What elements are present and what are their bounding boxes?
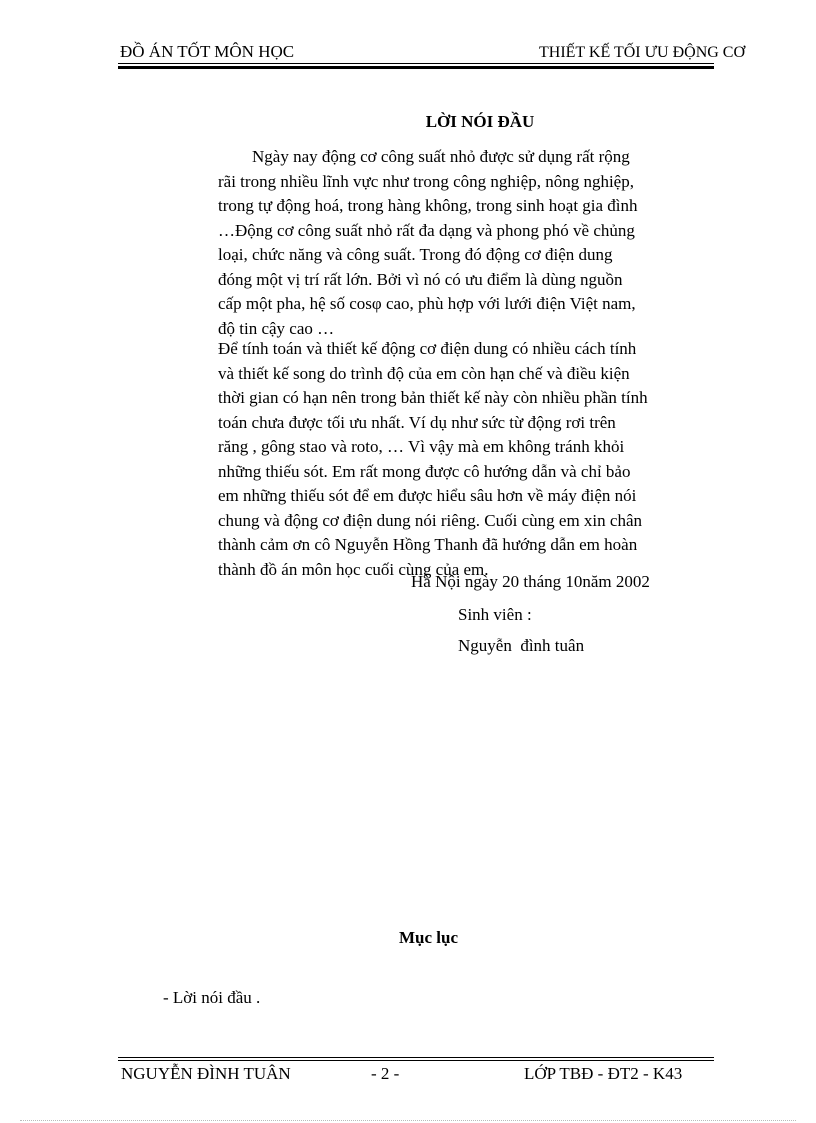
footer-class: LỚP TBĐ - ĐT2 - K43: [524, 1064, 683, 1083]
footer-page-number: - 2 -: [371, 1064, 400, 1083]
footer-author: NGUYỄN ĐÌNH TUÂN: [121, 1064, 291, 1083]
toc-item: - Lời nói đầu .: [163, 988, 261, 1007]
paragraph-method: [218, 337, 698, 582]
paragraph-line: độ tin cậy cao …: [218, 318, 335, 338]
header-right-title: THIẾT KẾ TỐI ƯU ĐỘNG CƠ: [539, 44, 746, 61]
footer-rule-bottom: [118, 1060, 714, 1061]
paragraph-line: toán chưa được tối ưu nhất. Ví dụ như sức từ động rơi trên: [218, 412, 616, 432]
paragraph-line: Ngày nay động cơ công suất nhỏ được sử dụng rất rộng: [218, 147, 630, 166]
toc-title: Mục lục: [399, 928, 459, 947]
paragraph-intro: [218, 145, 698, 341]
header-rule-bottom: [118, 66, 714, 69]
paragraph-line: đóng một vị trí rất lớn. Bởi vì nó có ưu điểm là dùng nguồn: [218, 269, 623, 289]
paragraph-line: chung và động cơ điện dung nói riêng. Cuối cùng em xin chân: [218, 510, 642, 530]
paragraph-line: em những thiếu sót để em được hiểu sâu hơn về máy điện nói: [218, 486, 637, 505]
paragraph-line: …Động cơ công suất nhỏ rất đa dạng và phong phó về chủng: [218, 220, 635, 240]
page-bottom-border: [20, 1120, 796, 1121]
header-rule-top: [118, 63, 714, 64]
paragraph-line: trong tự động hoá, trong hàng không, trong sinh hoạt gia đình: [218, 196, 638, 215]
paragraph-line: loại, chức năng và công suất. Trong đó động cơ điện dung: [218, 245, 613, 264]
paragraph-line: thời gian có hạn nên trong bản thiết kế này còn nhiều phần tính: [218, 388, 648, 407]
signature-place-date: Hà Nội ngày 20 tháng 10năm 2002: [411, 572, 650, 591]
paragraph-line: và thiết kế song do trình độ của em còn hạn chế và điều kiện: [218, 363, 630, 383]
signature-name: Nguyễn đình tuân: [458, 636, 585, 655]
paragraph-line: rãi trong nhiều lĩnh vực như trong công nghiệp, nông nghiệp,: [218, 171, 634, 191]
paragraph-line: cấp một pha, hệ số cosφ cao, phù hợp với lưới điện Việt nam,: [218, 294, 636, 313]
header-left-title: ĐỒ ÁN TỐT MÔN HỌC: [120, 42, 295, 61]
page-title: LỜI NÓI ĐẦU: [425, 112, 535, 131]
footer-rule-top: [118, 1057, 714, 1058]
paragraph-line: thành cảm ơn cô Nguyễn Hồng Thanh đã hướng dẫn em hoàn: [218, 535, 638, 554]
paragraph-line: Để tính toán và thiết kế động cơ điện dung có nhiều cách tính: [218, 339, 637, 358]
paragraph-line: thành đồ án môn học cuối cùng của em.: [218, 559, 489, 579]
paragraph-line: răng , gông stao và roto, … Vì vậy mà em không tránh khỏi: [218, 437, 625, 456]
signature-role: Sinh viên :: [458, 605, 532, 624]
paragraph-line: những thiếu sót. Em rất mong được cô hướng dẫn và chỉ bảo: [218, 461, 631, 481]
